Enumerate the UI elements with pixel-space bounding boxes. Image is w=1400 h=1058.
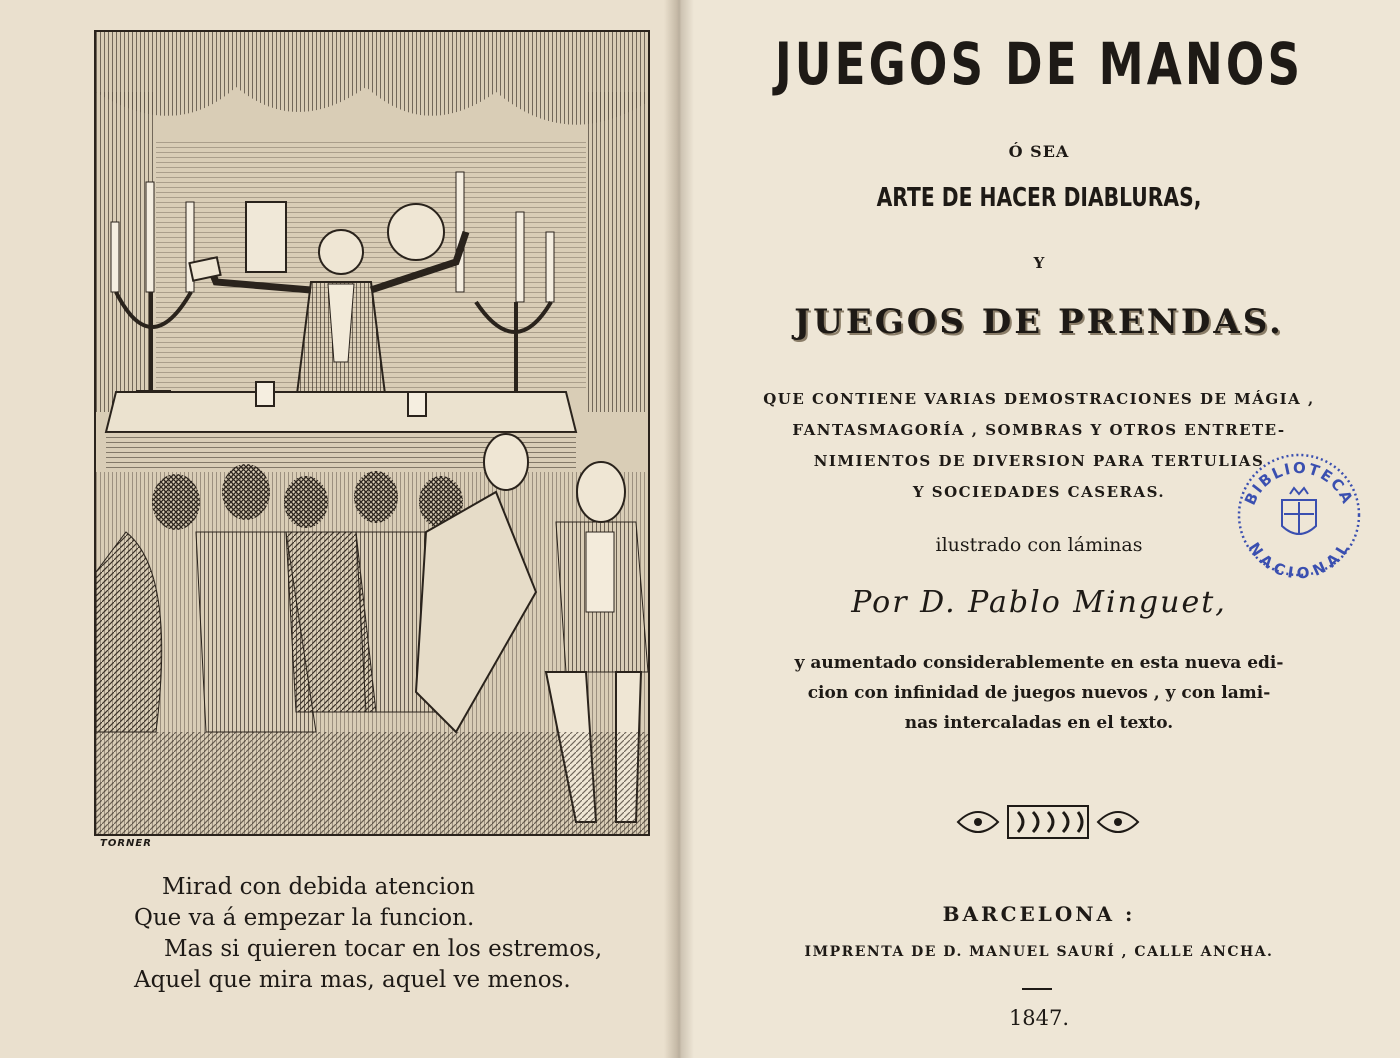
publication-city: BARCELONA : bbox=[942, 902, 1136, 926]
contents-line: NIMIENTOS DE DIVERSION PARA TERTULIAS bbox=[813, 452, 1265, 470]
stamp-top-text-path: BIBLIOTECA bbox=[1240, 458, 1358, 508]
magic-table bbox=[106, 392, 576, 432]
artist-signature: TORNER bbox=[100, 838, 152, 849]
prop-globe bbox=[388, 204, 444, 260]
stamp-bottom-text-path: NACIONAL bbox=[1244, 539, 1354, 580]
stamp-crest-icon bbox=[1282, 488, 1316, 534]
printer-ornament bbox=[948, 798, 1148, 846]
printer-line: IMPRENTA DE D. MANUEL SAURÍ , CALLE ANCHA. bbox=[804, 944, 1274, 960]
stamp-bottom-text bbox=[1245, 539, 1354, 580]
verse-line: Mirad con debida atencion bbox=[162, 874, 475, 900]
augmented-line: cion con infinidad de juegos nuevos , y con lami- bbox=[807, 683, 1271, 703]
subtitle: ARTE DE HACER DIABLURAS, bbox=[876, 183, 1202, 213]
augmented-line: nas intercaladas en el texto. bbox=[904, 713, 1174, 733]
separator-dash bbox=[1022, 988, 1052, 990]
verse-line: Que va á empezar la funcion. bbox=[134, 905, 475, 931]
conjunction-text: Y bbox=[1033, 254, 1045, 272]
contents-line: FANTASMAGORÍA , SOMBRAS Y OTROS ENTRETE- bbox=[792, 421, 1286, 439]
contents-line: Y SOCIEDADES CASERAS. bbox=[912, 483, 1166, 501]
main-title: JUEGOS DE MANOS bbox=[774, 30, 1304, 98]
title-page bbox=[678, 0, 1400, 1058]
magician-engraving bbox=[94, 30, 650, 836]
frontispiece-verse bbox=[134, 872, 614, 996]
connector-text: Ó SEA bbox=[1008, 142, 1070, 161]
publication-year: 1847. bbox=[1008, 1006, 1070, 1030]
author-line: Por D. Pablo Minguet, bbox=[851, 585, 1227, 620]
engraving-illustration bbox=[96, 32, 648, 834]
curtain-right bbox=[586, 92, 648, 412]
frontispiece-page bbox=[0, 0, 678, 1058]
illustrated-note: ilustrado con láminas bbox=[935, 534, 1143, 556]
verse-line: Mas si quieren tocar en los estremos, bbox=[164, 936, 603, 962]
library-stamp bbox=[1234, 450, 1364, 580]
prop-cups-stack bbox=[246, 202, 286, 272]
contents-line: QUE CONTIENE VARIAS DEMOSTRACIONES DE MÁGIA , bbox=[763, 390, 1315, 408]
verse-line: Aquel que mira mas, aquel ve menos. bbox=[134, 967, 571, 993]
augmented-edition-note bbox=[678, 648, 1400, 738]
augmented-line: y aumentado considerablemente en esta nueva edi- bbox=[794, 653, 1284, 673]
audience bbox=[96, 434, 648, 834]
second-title: JUEGOS DE PRENDAS. bbox=[794, 302, 1284, 342]
